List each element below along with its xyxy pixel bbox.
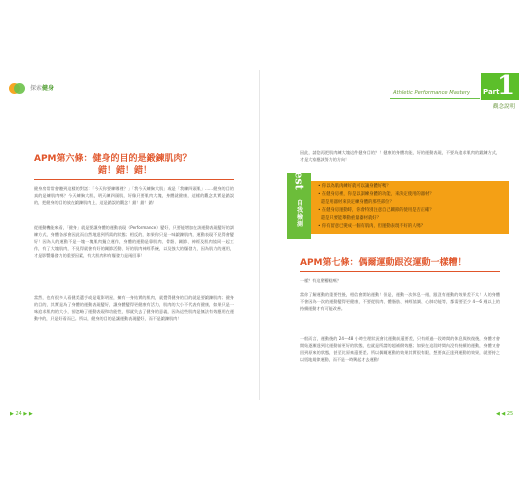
section-title-7: APM第七條：偶爾運動跟沒運動一樣糟！: [300, 258, 467, 268]
right-page-number: 25: [506, 411, 514, 417]
right-page: [260, 0, 520, 500]
part-subtitle: 觀念說明: [493, 104, 516, 110]
test-question-1: • 你以為肌肉練好就可以讓身體好嗎？: [318, 184, 391, 189]
intro-paragraph: 因此，請您再把肌肉練大塊這件健身目的？！健康的身體功能，好的運動表現，不要為追求肌肉的鍛鍊方式，才是大家應該努力的方向！: [300, 150, 500, 162]
right-header-rule: [390, 98, 480, 99]
paragraph-7-2: 當你了解運動的重要性後，相信會開始運動！但是，運動一次休息一週，跟沒有運動的效果差不太！人的身體不會因為一次的運動變得更健康，不要從肌肉、體脂肪、神經協調、心肺功能等，都需要至少 4～6 週以上的持續運動才有可能改善。: [300, 292, 500, 311]
left-header-label: 探索健身: [30, 85, 55, 92]
section-title-6-line1: APM第六條：健身的目的是鍛鍊肌肉？: [34, 154, 192, 164]
section-underline-7: [300, 271, 500, 272]
right-page-footer: ◀ ◀ 25: [496, 411, 514, 417]
paragraph-7-3: 一般而言，運動後的 24～48 小時生理狀況會比運動前還要差，只有經過一段時間的休息與恢復後，身體才會開始逐漸達到比運動前更好的狀態，也就是所謂的超補償效應；如果在這段時間內沒有持續的運動，身體又會回到原來的狀態，甚至比原來還要差。所以偶爾運動的效果其實很有限，想要真正達到運動的效果，就要持之以恆地規律運動，而不是一時興起才去運動！: [300, 336, 500, 362]
part-number: 1: [497, 71, 516, 101]
paragraph-7-1: 一樣？有這麼糟糕嗎？: [300, 278, 341, 283]
test-question-4: • 在健身房運動時，你會特別注意自己關節的使用是否正確？: [318, 208, 434, 213]
paragraph-2: 從運動機能來看，「健身」就是要讓身體的運動表現（Performance）變好，只要能增加在該運動表現變好的訓練方式，身體各部會因此而自然地達到所需的狀態；相反的，如果你只是一味鍛鍊肌肉，運動表現不見得會變好！因為人的運動不是一塊一塊肌肉獨立運作，身體的運動是靠肌肉、骨骼、關節、神經及肌肉協同一起工作，有了大塊肌肉，不見得就會有好的關節活動、好的肌肉神經系統，以及強大的爆發力，因為肌力的運用，才是影響爆發力的重要因素，有大肌肉和有爆發力是兩回事！: [34, 225, 234, 258]
test-question-6: • 你有留意已變成一個有肌肉，但運動表現不好的人嗎？: [318, 224, 426, 229]
test-question-2: • 在健身房裡，你是以訓練身體的功能，來決定使用的器材？: [318, 192, 434, 197]
test-sublabel: 自我檢測: [296, 200, 303, 228]
section-title-6-line2: 錯！錯！錯！: [98, 166, 153, 176]
test-label: Test: [292, 164, 306, 190]
header-circle-green: [14, 83, 25, 94]
test-question-5: 還是只要能舉動重量器材就好？: [320, 216, 381, 221]
right-header-english: Athletic Performance Mastery: [393, 90, 471, 96]
left-page-footer: ▶ 24 ▶ ▶: [10, 411, 33, 417]
paragraph-1: 健身房常常會聽到這樣的對話：「今天你要練哪裡？」「我今天練胸大肌」或是「我練四頭肌」……健身的目的真的是練肌肉嗎？今天練胸大肌，明天練四頭肌，好像只要肌肉大塊，身體就健康，這樣的觀念其實是錯誤的，把健身的目的放在鍛鍊肌肉上，這是錯誤的觀念！錯！錯！錯！: [34, 186, 234, 205]
part-label: Part: [483, 88, 500, 96]
test-question-3: 還是用器材來決定練身體的那些部位？: [320, 200, 394, 205]
section-underline: [34, 179, 234, 180]
paragraph-3: 當然，也有很多人看健美選手或是電影明星，擁有一身結實的肌肉，就覺得健身的目的就是要鍛鍊肌肉；健身的目的，其實是為了身體的運動表現變好，讓身體變得更健康有活力，肌肉的大小不代表有健康，如果只是一味追求肌肉的大小，卻忽略了運動表現和功能性，那就失去了健身的意義，因為這些肌肉是無法有效應用在運動中的，只是好看而已。所以，健身的目的是讓運動表現變好，而不是鍛鍊肌肉！: [34, 295, 234, 321]
left-page-number: 24: [15, 411, 22, 417]
